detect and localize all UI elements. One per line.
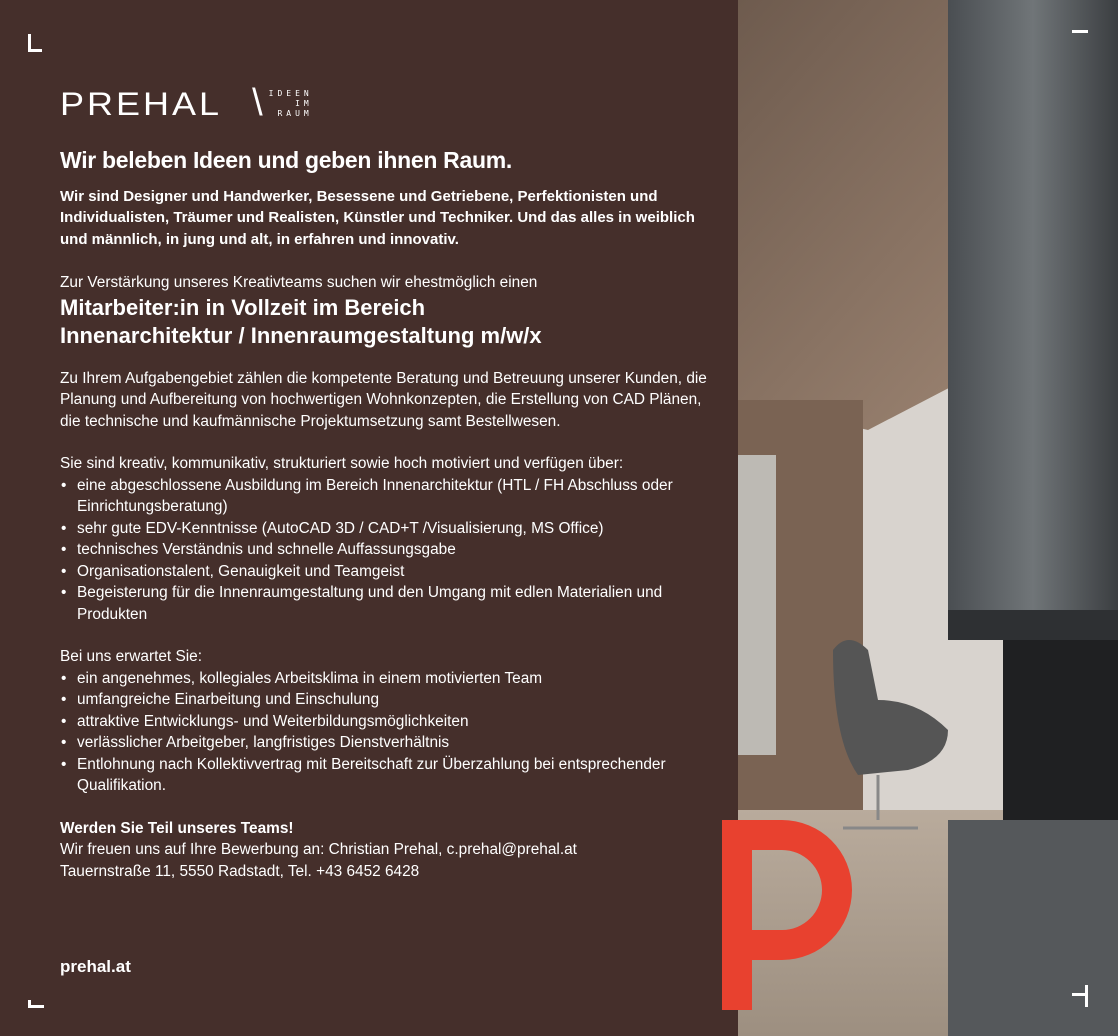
position-line: Mitarbeiter:in in Vollzeit im Bereich: [60, 294, 426, 320]
corner-mark-top-left: [28, 49, 42, 52]
list-item: • Entlohnung nach Kollektivvertrag mit Bereitschaft zur Überzahlung bei entsprechender Qualifikation.: [60, 754, 720, 797]
list-item: • Begeisterung für die Innenraumgestaltung und den Umgang mit edlen Materialien und Produkten: [60, 582, 720, 625]
tasks-text: Zu Ihrem Aufgabengebiet zählen die kompetente Beratung und Betreuung unserer Kunden, die Planung und Aufbereitung von hochwertigen Wohnkonzepten, die Erstellung von CAD Plänen, die technische und kaufmännische Projektumsetzung samt Bestellwesen.: [60, 369, 707, 430]
prehal-p-logo-mark: [722, 820, 857, 1010]
contact-line: Wir freuen uns auf Ihre Bewerbung an: Christian Prehal, c.prehal@prehal.at: [60, 841, 577, 858]
list-item: • attraktive Entwicklungs- und Weiterbildungsmöglichkeiten: [60, 711, 720, 733]
lead-text: Zur Verstärkung unseres Kreativteams suchen wir ehestmöglich einen: [60, 274, 538, 291]
list-item: • umfangreiche Einarbeitung und Einschulung: [60, 689, 720, 711]
logo-wordmark: PREHAL: [60, 84, 223, 122]
tagline-line: RAUM: [277, 108, 313, 118]
prehal-logo: [60, 82, 313, 125]
list-item: • ein angenehmes, kollegiales Arbeitsklima in einem motivierten Team: [60, 668, 720, 690]
list-item: • verlässlicher Arbeitgeber, langfristiges Dienstverhältnis: [60, 732, 720, 754]
requirements-intro: Sie sind kreativ, kommunikativ, strukturiert sowie hoch motiviert und verfügen über:: [60, 455, 624, 472]
offers-list: [60, 668, 720, 797]
logo-slash: \: [252, 82, 263, 124]
tagline-line: IDEEN: [268, 88, 313, 98]
requirements-list: [60, 475, 720, 626]
intro-text: Wir sind Designer und Handwerker, Besessene und Getriebene, Perfektionisten und Individualisten, Träumer und Realisten, Künstler und Techniker. Und das alles in weiblich und männlich, in jung und alt, in erfahren und innovativ.: [60, 187, 695, 248]
corner-mark-top-right: [1072, 30, 1088, 33]
corner-mark-bottom-right: [1085, 985, 1088, 1007]
offer-intro: Bei uns erwartet Sie:: [60, 648, 203, 665]
list-item: • technisches Verständnis und schnelle Auffassungsgabe: [60, 539, 720, 561]
list-item: • sehr gute EDV-Kenntnisse (AutoCAD 3D / CAD+T /Visualisierung, MS Office): [60, 518, 720, 540]
list-item: • eine abgeschlossene Ausbildung im Bereich Innenarchitektur (HTL / FH Abschluss oder Einrichtungsberatung): [60, 475, 720, 518]
position-line: Innenarchitektur / Innenraumgestaltung m/w/x: [60, 322, 542, 348]
website-link[interactable]: prehal.at: [60, 957, 131, 976]
headline: Wir beleben Ideen und geben ihnen Raum.: [60, 147, 512, 173]
position-title: [60, 294, 720, 350]
list-item: • Organisationstalent, Genauigkeit und Teamgeist: [60, 561, 720, 583]
contact-line: Tauernstraße 11, 5550 Radstadt, Tel. +43 6452 6428: [60, 862, 420, 880]
ad-content: [60, 147, 720, 882]
call-to-action: Werden Sie Teil unseres Teams!: [60, 819, 294, 837]
logo-tagline: [269, 89, 313, 119]
corner-mark-bottom-left: [28, 1005, 44, 1008]
tagline-line: IM: [295, 98, 313, 108]
